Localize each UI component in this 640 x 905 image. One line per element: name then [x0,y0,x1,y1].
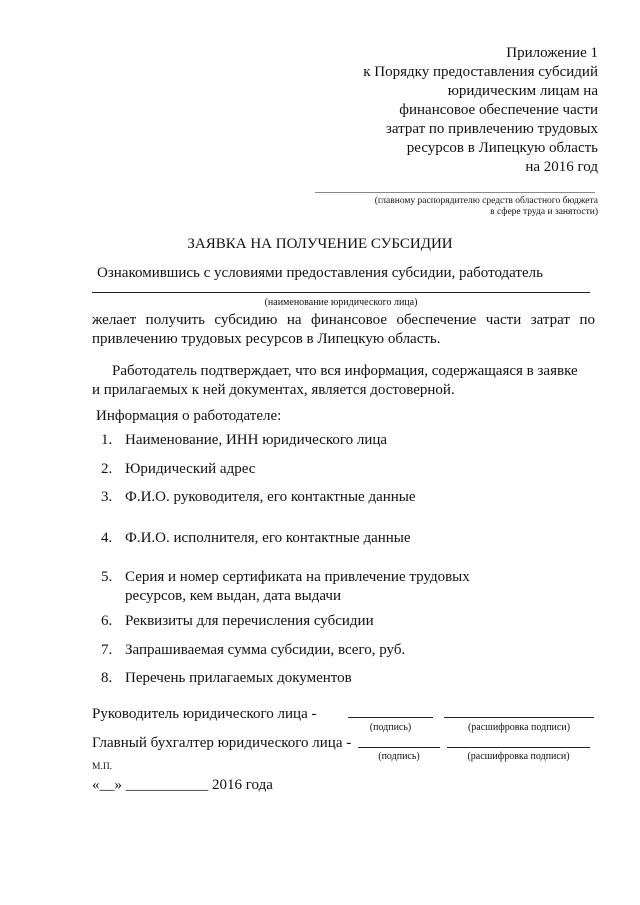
employer-name-line [92,292,590,293]
appendix-line: затрат по привлечению трудовых [385,121,598,137]
date-line: «__» ___________ 2016 года [92,777,273,793]
accountant-sign-caption: (подпись) [378,751,420,762]
item-number: 8. [101,670,113,686]
item-number: 1. [101,432,113,448]
accountant-signature-label: Главный бухгалтер юридического лица - [92,735,352,751]
appendix-line: финансовое обеспечение части [399,102,598,118]
list-item [101,431,387,449]
list-item [101,568,470,606]
appendix-block [363,44,598,177]
appendix-line: на 2016 год [525,159,598,175]
info-heading: Информация о работодателе: [96,408,282,424]
list-item [101,529,411,547]
item-text: Реквизиты для перечисления субсидии [125,613,374,629]
appendix-line: юридическим лицам на [447,83,598,99]
item-number: 6. [101,613,113,629]
item-number: 4. [101,530,113,546]
item-text: Ф.И.О. исполнителя, его контактные данные [125,530,411,546]
appendix-line: к Порядку предоставления субсидий [363,64,598,80]
accountant-decode-line [447,747,590,748]
appendix-line: Приложение 1 [506,45,598,61]
intro-text: Ознакомившись с условиями предоставления субсидии, работодатель [97,265,543,281]
accountant-signature-line [358,747,440,748]
appendix-line: ресурсов в Липецкую область [406,140,598,156]
item-number: 5. [101,569,113,585]
stamp-mark: М.П. [92,762,113,772]
item-number: 2. [101,461,113,477]
item-text: Юридический адрес [125,461,256,477]
list-item [101,460,255,478]
item-number: 7. [101,642,113,658]
head-decode-line [444,717,594,718]
head-signature-label: Руководитель юридического лица - [92,706,317,722]
item-text-continued: ресурсов, кем выдан, дата выдачи [125,588,341,604]
head-signature-line [348,717,433,718]
item-text: Серия и номер сертификата на привлечение трудовых [125,569,470,585]
item-text: Перечень прилагаемых документов [125,670,352,686]
head-sign-caption: (подпись) [369,722,412,733]
recipient-line [315,192,595,193]
list-item [101,641,405,659]
list-item [101,669,352,687]
accountant-decode-caption: (расшифровка подписи) [467,751,570,762]
item-text: Наименование, ИНН юридического лица [125,432,388,448]
list-item [101,612,374,630]
item-text: Запрашиваемая сумма субсидии, всего, руб. [125,642,406,658]
list-item [101,488,416,506]
document-title: ЗАЯВКА НА ПОЛУЧЕНИЕ СУБСИДИИ [187,236,453,252]
item-text: Ф.И.О. руководителя, его контактные данные [125,489,416,505]
paragraph-wishes: желает получить субсидию на финансовое обеспечение части затрат по привлечению трудовых ресурсов в Липецкую область. [92,312,595,347]
item-number: 3. [101,489,113,505]
recipient-caption: (главному распорядителю средств областного бюджета в сфере труда и занятости) [374,196,598,217]
employer-caption: (наименование юридического лица) [264,297,418,308]
head-decode-caption: (расшифровка подписи) [467,722,571,733]
paragraph-confirmation: Работодатель подтверждает, что вся информация, содержащаяся в заявке и прилагаемых к ней документах, является достоверной. [92,363,578,398]
